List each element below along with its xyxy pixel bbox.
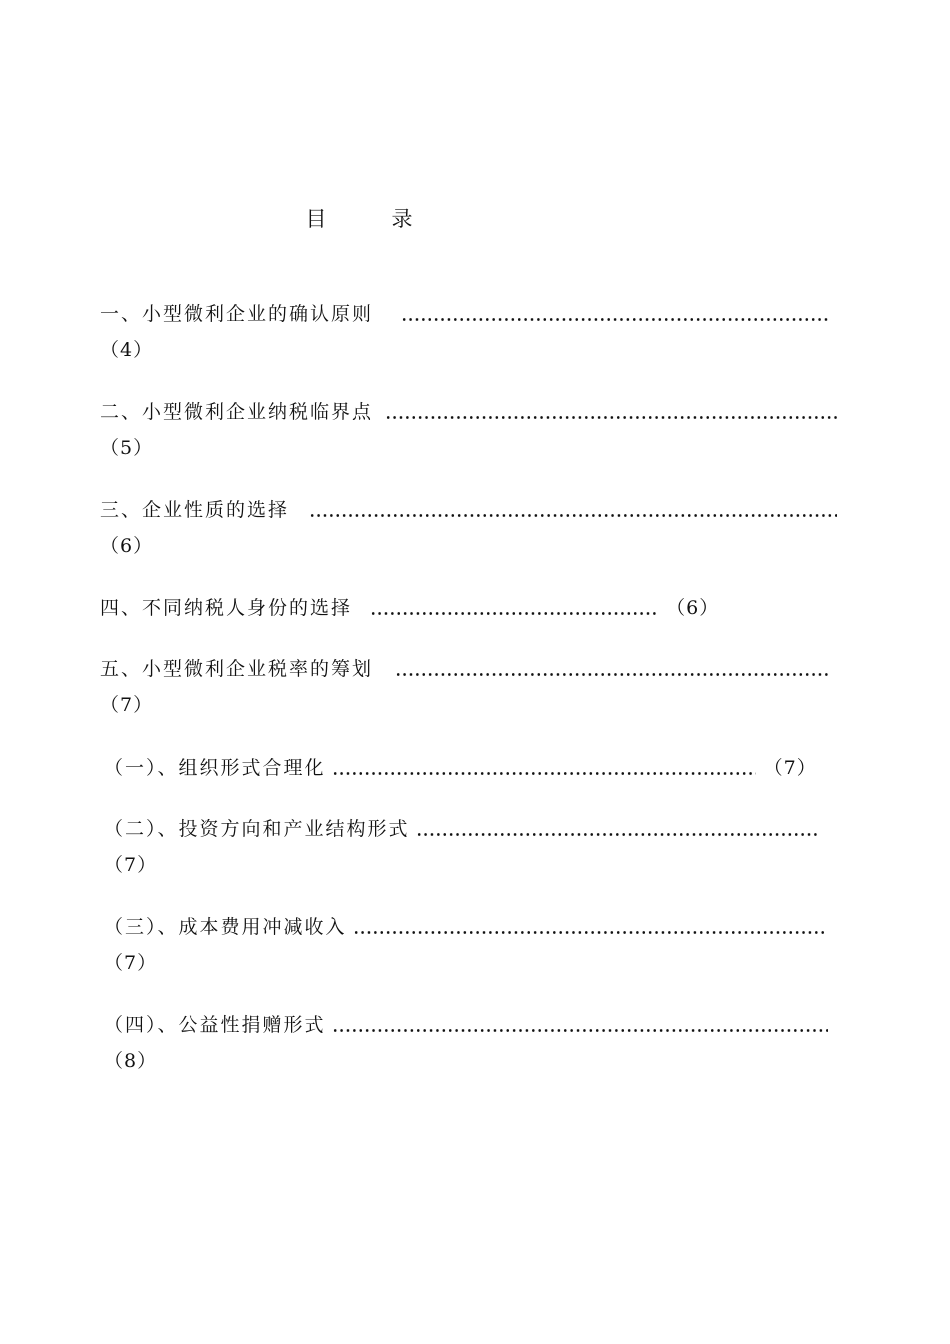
toc-entry-label: 一、小型微利企业的确认原则 [100,303,374,325]
toc-leader-dots [309,496,837,524]
toc-entry[interactable] [104,754,850,782]
toc-entry-page: （7） [763,757,817,779]
toc-entry-page: （6） [666,597,720,619]
toc-leader-dots [332,754,756,782]
toc-entry[interactable] [100,594,850,622]
toc-leader-dots [385,398,840,426]
toc-entry[interactable] [100,496,850,560]
toc-leader-dots [395,655,830,683]
toc-leader-dots [401,300,831,328]
toc-entry-label: （二）、投资方向和产业结构形式 [104,818,410,840]
toc-entry-page: （7） [104,952,158,974]
toc-entry[interactable] [104,1011,850,1075]
toc-leader-dots [416,815,820,843]
toc-entry[interactable] [100,398,850,462]
toc-entry-label: 四、不同纳税人身份的选择 [100,597,353,619]
toc-entry-page: （7） [104,854,158,876]
toc-entry[interactable] [100,655,850,719]
toc-entry-label: （一）、组织形式合理化 [104,757,326,779]
toc-entry-page: （8） [104,1050,158,1072]
toc-title: 目 录 [305,207,435,231]
toc-leader-dots [332,1011,828,1039]
toc-entry-page: （7） [100,694,154,716]
toc-entry-label: 三、企业性质的选择 [100,499,290,521]
toc-entry[interactable] [104,815,850,879]
toc-entry-label: 五、小型微利企业税率的筹划 [100,658,374,680]
toc-entry-page: （5） [100,437,154,459]
toc-entry[interactable] [100,300,850,364]
toc-entry[interactable] [104,913,850,977]
toc-entry-label: （四）、公益性捐赠形式 [104,1014,326,1036]
toc-entry-page: （4） [100,339,154,361]
toc-leader-dots [370,594,658,622]
toc-leader-dots [353,913,827,941]
toc-entry-page: （6） [100,535,154,557]
toc-entry-label: 二、小型微利企业纳税临界点 [100,401,374,423]
toc-entry-label: （三）、成本费用冲减收入 [104,916,347,938]
